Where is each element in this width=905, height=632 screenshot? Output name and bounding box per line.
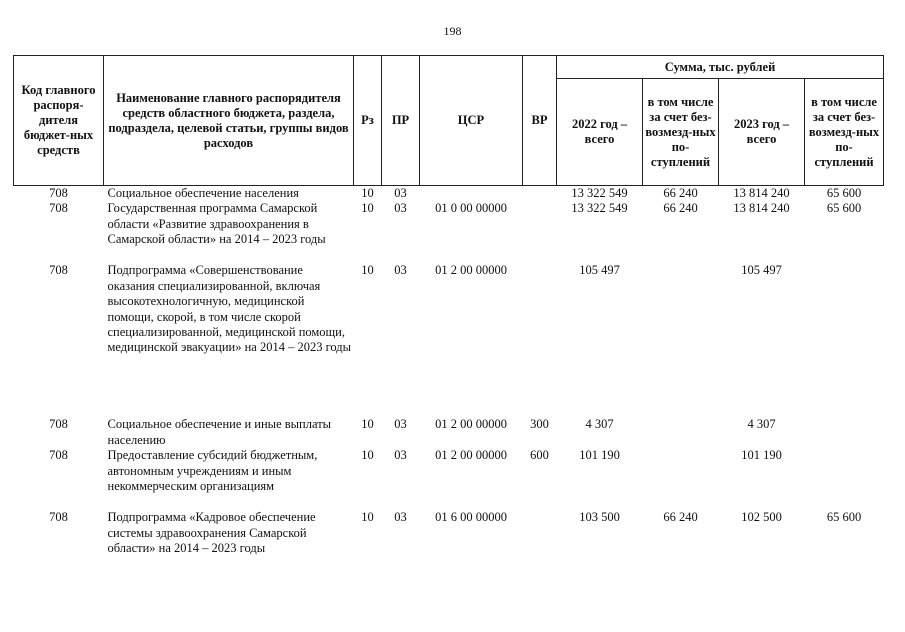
- cell-vr: [523, 510, 557, 572]
- table-row: [14, 263, 884, 417]
- cell-2023-total: 13 814 240: [733, 201, 790, 216]
- cell-pr: 03: [394, 186, 407, 200]
- cell-code: 708: [49, 263, 68, 278]
- cell-code: 708: [49, 448, 68, 463]
- budget-table: [13, 55, 884, 572]
- cell-rz: 10: [361, 417, 374, 432]
- cell-csr: 01 2 00 00000: [435, 417, 507, 432]
- cell-code: 708: [49, 510, 68, 525]
- cell-2022-total: 4 307: [585, 417, 614, 432]
- cell-2023-total: 13 814 240: [733, 186, 790, 200]
- cell-2022-free: [643, 263, 719, 417]
- cell-name: Социальное обеспечение населения: [107, 186, 299, 200]
- cell-rz: 10: [361, 263, 374, 278]
- cell-code: 708: [49, 201, 68, 216]
- table-row: [14, 186, 884, 202]
- table-row: [14, 417, 884, 448]
- cell-rz: 10: [361, 448, 374, 463]
- cell-csr: 01 2 00 00000: [435, 263, 507, 278]
- cell-2022-free: 66 240: [663, 510, 698, 525]
- cell-2023-total: 4 307: [747, 417, 776, 432]
- cell-csr: [420, 186, 523, 202]
- table-header: [14, 56, 884, 186]
- cell-vr: [523, 186, 557, 202]
- cell-code: 708: [49, 417, 68, 432]
- header-rz: Рз: [354, 56, 382, 186]
- cell-pr: 03: [394, 201, 407, 216]
- header-2022-total: 2022 год – всего: [557, 79, 643, 186]
- cell-rz: 10: [361, 186, 374, 200]
- header-vr: ВР: [523, 56, 557, 186]
- cell-name: Подпрограмма «Кадровое обеспечение системы здравоохранения Самарской области» на 2014 – 2023 годы: [107, 510, 316, 556]
- cell-2022-free: 66 240: [663, 186, 698, 200]
- cell-2022-free: 66 240: [663, 201, 698, 216]
- cell-pr: 03: [394, 263, 407, 278]
- cell-2022-free: [643, 448, 719, 510]
- cell-name: Подпрограмма «Совершенствование оказания специализированной, включая высокотехнологичную, медицинской помощи, скорой, в том числе скорой специализированной, медицинской помощи, медицинской эвакуации» на 2014 – 2023 годы: [107, 263, 352, 355]
- header-2023-free: в том числе за счет без-возмезд-ных по-ступлений: [805, 79, 884, 186]
- cell-name: Государственная программа Самарской области «Развитие здравоохранения в Самарской области» на 2014 – 2023 годы: [107, 201, 326, 247]
- cell-2023-free: 65 600: [826, 510, 862, 525]
- header-2022-free: в том числе за счет без-возмезд-ных по-ступлений: [643, 79, 719, 186]
- cell-rz: 10: [361, 510, 374, 525]
- header-sum-group: Сумма, тыс. рублей: [557, 56, 884, 79]
- cell-2023-total: 102 500: [741, 510, 782, 525]
- cell-2023-total: 105 497: [741, 263, 782, 278]
- cell-2022-total: 13 322 549: [571, 186, 628, 200]
- cell-2023-total: 101 190: [741, 448, 782, 463]
- cell-csr: 01 6 00 00000: [435, 510, 507, 525]
- header-2023-total: 2023 год – всего: [719, 79, 805, 186]
- header-code: Код главного распоря-дителя бюджет-ных средств: [14, 56, 104, 186]
- cell-2023-free: [805, 417, 884, 448]
- table-row: [14, 510, 884, 572]
- cell-vr: 300: [530, 417, 549, 432]
- cell-csr: 01 2 00 00000: [435, 448, 507, 463]
- cell-rz: 10: [361, 201, 374, 216]
- cell-csr: 01 0 00 00000: [435, 201, 507, 216]
- cell-vr: [523, 263, 557, 417]
- cell-pr: 03: [394, 417, 407, 432]
- header-csr: ЦСР: [420, 56, 523, 186]
- cell-2023-free: [805, 448, 884, 510]
- cell-2022-total: 105 497: [579, 263, 620, 278]
- cell-2022-free: [643, 417, 719, 448]
- cell-name: Предоставление субсидий бюджетным, автономным учреждениям и иным некоммерческим организациям: [107, 448, 318, 494]
- cell-name: Социальное обеспечение и иные выплаты населению: [107, 417, 332, 447]
- cell-code: 708: [49, 186, 68, 200]
- cell-vr: 600: [530, 448, 549, 463]
- header-name: Наименование главного распорядителя средств областного бюджета, раздела, подраздела, целевой статьи, группы видов расходов: [104, 56, 354, 186]
- cell-2022-total: 101 190: [579, 448, 620, 463]
- table-row: [14, 201, 884, 263]
- cell-pr: 03: [394, 510, 407, 525]
- table-row: [14, 448, 884, 510]
- header-pr: ПР: [382, 56, 420, 186]
- cell-2022-total: 13 322 549: [571, 201, 628, 216]
- cell-2023-free: 65 600: [826, 201, 862, 216]
- cell-vr: [523, 201, 557, 263]
- cell-2023-free: [805, 263, 884, 417]
- cell-2023-free: 65 600: [826, 186, 862, 200]
- page-number: 198: [443, 24, 462, 38]
- cell-pr: 03: [394, 448, 407, 463]
- table-body: [14, 186, 884, 573]
- cell-2022-total: 103 500: [579, 510, 620, 525]
